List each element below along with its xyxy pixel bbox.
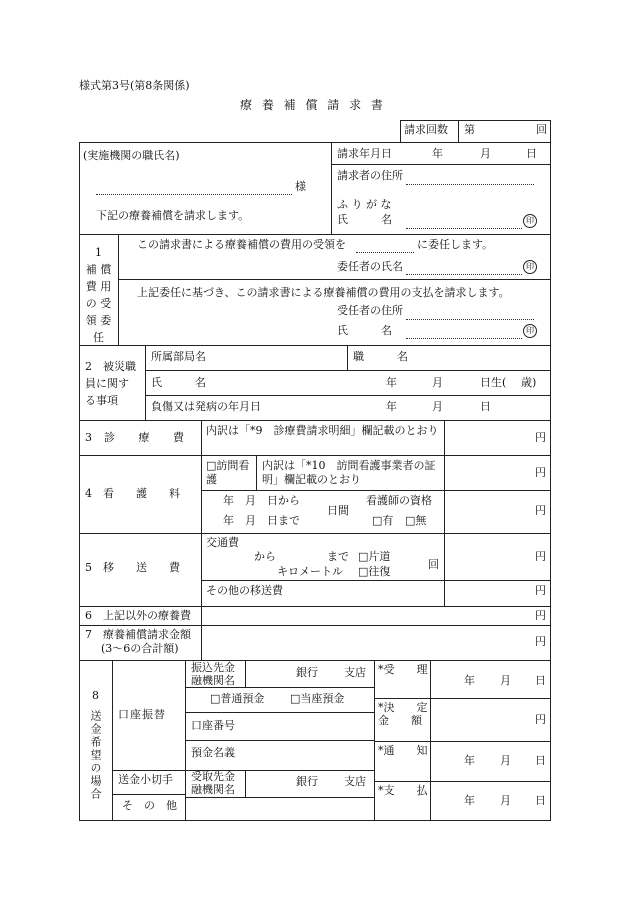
sec5-yen-1: 円: [535, 550, 546, 563]
request-text: 下記の療養補償を請求します。: [96, 209, 250, 222]
nursing-days: 日間: [327, 504, 349, 517]
sec7-label-line1: 7 療養補償請求金額: [85, 628, 191, 641]
sec1-label-line: の 受: [85, 297, 112, 310]
sec6-yen: 円: [535, 609, 546, 622]
transport-to: まで: [327, 550, 349, 563]
notice-year: 年: [464, 754, 475, 767]
other-label: そ の 他: [122, 799, 177, 812]
claim-count-prefix: 第: [464, 123, 475, 136]
delegate-suffix: に委任します。: [417, 238, 494, 251]
payment-day: 日: [535, 794, 546, 807]
seal-icon: 印: [523, 214, 537, 228]
account-number-label: 口座番号: [191, 719, 235, 732]
branch-label: 支店: [344, 666, 366, 679]
receipt-label: *受 理: [378, 663, 428, 676]
payment-month: 月: [500, 794, 511, 807]
sec1-label-line: 1: [95, 246, 102, 259]
sec5-label: 5 移 送 費: [85, 561, 180, 574]
sec2-label-line: る事項: [85, 394, 118, 407]
sec1-label-line: 領 委: [85, 314, 112, 327]
qual-no-checkbox[interactable]: □無: [405, 514, 427, 527]
times-label: 回: [428, 558, 439, 571]
sec8-label-num: 8: [92, 689, 99, 702]
seal-icon: 印: [523, 324, 537, 338]
injury-date-label: 負傷又は発病の年月日: [151, 400, 261, 413]
sec2-label-line: 2 被災職: [85, 360, 136, 373]
receiving-bank-label: 受取先金融機関名: [191, 770, 235, 796]
receiving-bank: 銀行: [296, 775, 318, 788]
payment-year: 年: [464, 794, 475, 807]
visiting-nursing-note: 内訳は「*10 訪問看護事業者の証明」欄記載のとおり: [262, 459, 436, 486]
ordinary-deposit-checkbox[interactable]: □普通預金: [210, 692, 265, 705]
sec7-yen: 円: [535, 635, 546, 648]
sec7-label-line2: (3～6の合計額): [101, 642, 179, 655]
notice-label: *通 知: [378, 744, 428, 757]
km-label: キロメートル: [277, 565, 343, 578]
claimant-name-label: 氏 名: [337, 213, 392, 226]
sec1-request-text: 上記委任に基づき、この請求書による療養補償の費用の支払を請求します。: [137, 286, 510, 299]
page-title: 療 養 補 償 請 求 書: [240, 98, 386, 112]
notice-month: 月: [500, 754, 511, 767]
bank-label: 銀行: [296, 666, 318, 679]
sec3-label: 3 診 療 費: [85, 431, 185, 444]
decided-amount-label: *決 定金 額: [378, 701, 428, 727]
sec5-yen-2: 円: [535, 584, 546, 597]
post-label: 職 名: [353, 350, 408, 363]
nurse-qualification: 看護師の資格: [366, 494, 432, 507]
transport-from: から: [254, 550, 276, 563]
age-label: 歳): [521, 376, 537, 389]
sec1-label-line: 任: [93, 331, 104, 344]
notice-day: 日: [535, 754, 546, 767]
birth-month: 月: [432, 376, 443, 389]
sec3-yen: 円: [535, 431, 546, 444]
furigana-label: ふ り が な: [337, 198, 392, 211]
qual-yes-checkbox[interactable]: □有: [372, 514, 394, 527]
date-day: 日: [526, 147, 537, 160]
sec4-label: 4 看 護 料: [85, 487, 180, 500]
sec8-label-vertical: 送金希望の場合: [89, 710, 102, 801]
sec1-label: [79, 244, 118, 346]
other-transport: その他の移送費: [206, 584, 283, 597]
sec1-label-line: 補 償: [85, 263, 112, 276]
receipt-year: 年: [464, 674, 475, 687]
receiving-branch: 支店: [344, 775, 366, 788]
claim-count-suffix: 回: [536, 123, 547, 136]
transport-label: 交通費: [206, 536, 239, 549]
delegator-name-label: 委任者の氏名: [337, 260, 403, 273]
sec1-label-line: 費 用: [85, 280, 112, 293]
sec2-label-line: 員に関す: [85, 377, 129, 390]
account-holder-label: 預金名義: [191, 746, 235, 759]
sec2-label: [85, 358, 136, 409]
visiting-nursing-checkbox[interactable]: □訪問看護: [206, 459, 250, 486]
sec4-yen-2: 円: [535, 504, 546, 517]
dept-label: 所属部局名: [151, 350, 206, 363]
roundtrip-checkbox[interactable]: □往復: [358, 565, 391, 578]
current-deposit-checkbox[interactable]: □当座預金: [290, 692, 345, 705]
nursing-to: 年 月 日まで: [223, 514, 300, 527]
injury-year: 年: [386, 400, 397, 413]
payment-label: *支 払: [378, 784, 428, 797]
account-transfer-label: 口座振替: [118, 708, 166, 721]
staff-name-label: 氏 名: [151, 376, 206, 389]
claim-count-label: 請求回数: [404, 123, 448, 136]
recipient-address-label: 受任者の住所: [337, 304, 403, 317]
sec6-label: 6 上記以外の療養費: [85, 609, 191, 622]
sec4-yen-1: 円: [535, 466, 546, 479]
delegate-prefix: この請求書による療養補償の費用の受領を: [137, 238, 346, 251]
seal-icon: 印: [523, 260, 537, 274]
receipt-day: 日: [535, 674, 546, 687]
form-number: 様式第3号(第8条関係): [79, 79, 190, 92]
decided-yen: 円: [535, 713, 546, 726]
birth-day: 日生(: [480, 376, 507, 389]
receipt-month: 月: [500, 674, 511, 687]
recipient-name-label: 氏 名: [337, 324, 392, 337]
check-label: 送金小切手: [118, 773, 173, 786]
date-year: 年: [432, 147, 443, 160]
agency-label: (実施機関の職氏名): [83, 149, 180, 162]
injury-day: 日: [480, 400, 491, 413]
sama-label: 様: [295, 180, 306, 193]
birth-year: 年: [386, 376, 397, 389]
injury-month: 月: [432, 400, 443, 413]
claimant-address-label: 請求者の住所: [337, 169, 403, 182]
oneway-checkbox[interactable]: □片道: [358, 550, 391, 563]
sec3-note: 内訳は「*9 診療費請求明細」欄記載のとおり: [206, 424, 439, 437]
claim-date-label: 請求年月日: [337, 147, 392, 160]
bank-dest-label: 振込先金融機関名: [191, 661, 235, 687]
date-month: 月: [480, 147, 491, 160]
nursing-from: 年 月 日から: [223, 494, 300, 507]
